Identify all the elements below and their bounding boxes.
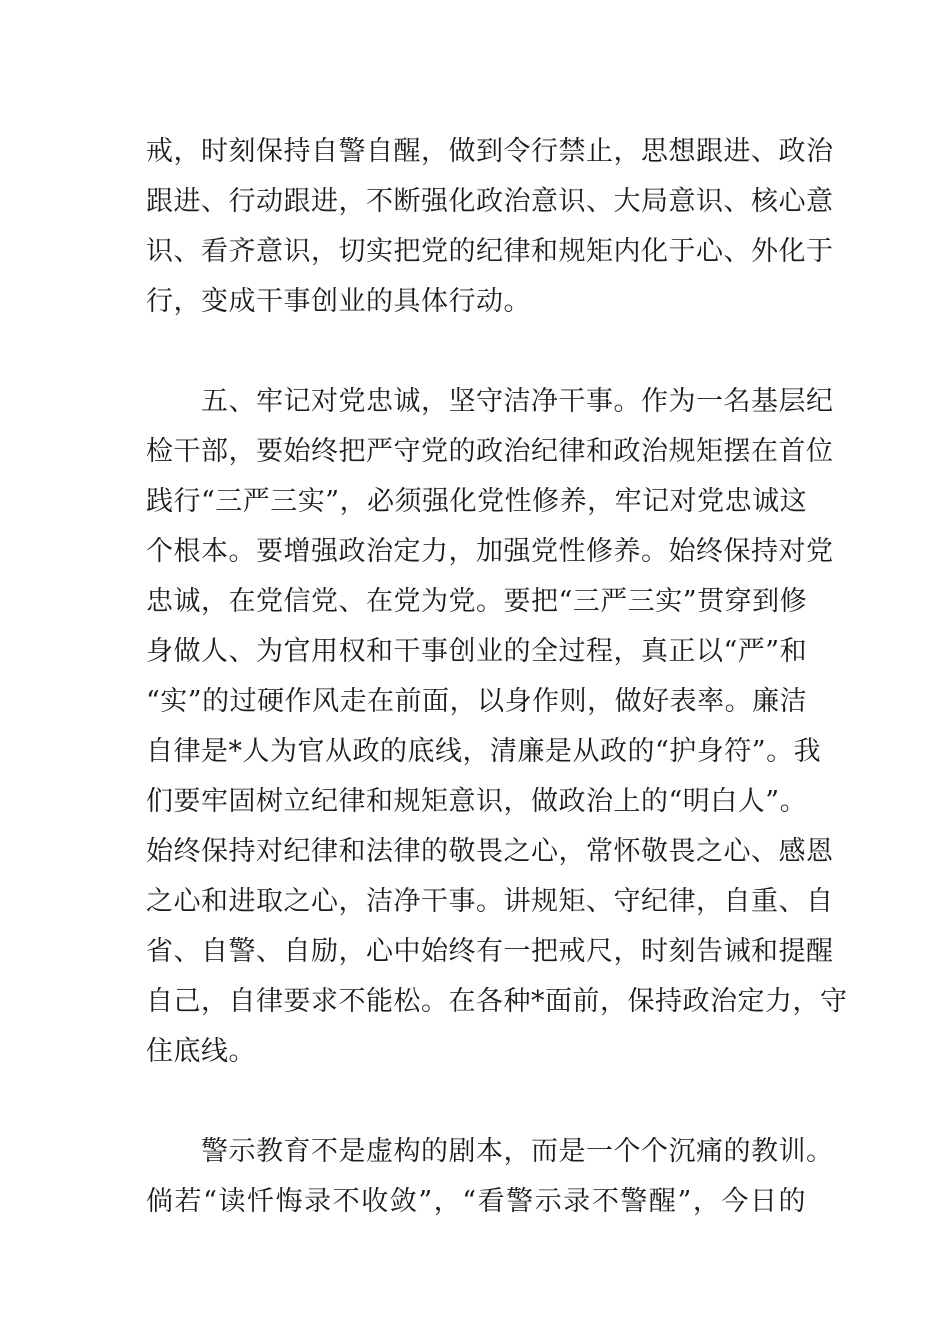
text-line: 身做人、为官用权和干事创业的全过程，真正以“严”和 <box>146 636 808 667</box>
text-line: 省、自警、自励，心中始终有一把戒尺，时刻告诫和提醒 <box>146 936 834 967</box>
text-line: 五、牢记对党忠诚，坚守洁净干事。作为一名基层纪 <box>146 386 834 417</box>
text-line: 住底线。 <box>146 1036 256 1067</box>
text-line: 自己，自律要求不能松。在各种*面前，保持政治定力，守 <box>146 986 848 1017</box>
paragraph-loyalty-to-party <box>146 377 848 1077</box>
text-line: 识、看齐意识，切实把党的纪律和规矩内化于心、外化于 <box>146 236 834 267</box>
text-line: 忠诚，在党信党、在党为党。要把“三严三实”贯穿到修 <box>146 586 808 617</box>
text-line: 戒，时刻保持自警自醒，做到令行禁止，思想跟进、政治 <box>146 136 834 167</box>
text-line: 检干部，要始终把严守党的政治纪律和政治规矩摆在首位 <box>146 436 834 467</box>
text-line: 始终保持对纪律和法律的敬畏之心，常怀敬畏之心、感恩 <box>146 836 834 867</box>
text-line: 行，变成干事创业的具体行动。 <box>146 286 531 317</box>
paragraph-warning-education <box>146 1127 834 1227</box>
text-line: 们要牢固树立纪律和规矩意识，做政治上的“明白人”。 <box>146 786 808 817</box>
text-line: “实”的过硬作风走在前面，以身作则，做好表率。廉洁 <box>146 686 808 717</box>
text-line: 倘若“读忏悔录不收敛”，“看警示录不警醒”，今日的 <box>146 1186 806 1217</box>
text-line: 自律是*人为官从政的底线，清廉是从政的“护身符”。我 <box>146 736 822 767</box>
text-line: 个根本。要增强政治定力，加强党性修养。始终保持对党 <box>146 536 834 567</box>
text-line: 警示教育不是虚构的剧本，而是一个个沉痛的教训。 <box>146 1136 834 1167</box>
text-line: 践行“三严三实”，必须强化党性修养，牢记对党忠诚这 <box>146 486 808 517</box>
paragraph-discipline-continuation <box>146 127 834 327</box>
text-line: 跟进、行动跟进，不断强化政治意识、大局意识、核心意 <box>146 186 834 217</box>
text-line: 之心和进取之心，洁净干事。讲规矩、守纪律，自重、自 <box>146 886 834 917</box>
